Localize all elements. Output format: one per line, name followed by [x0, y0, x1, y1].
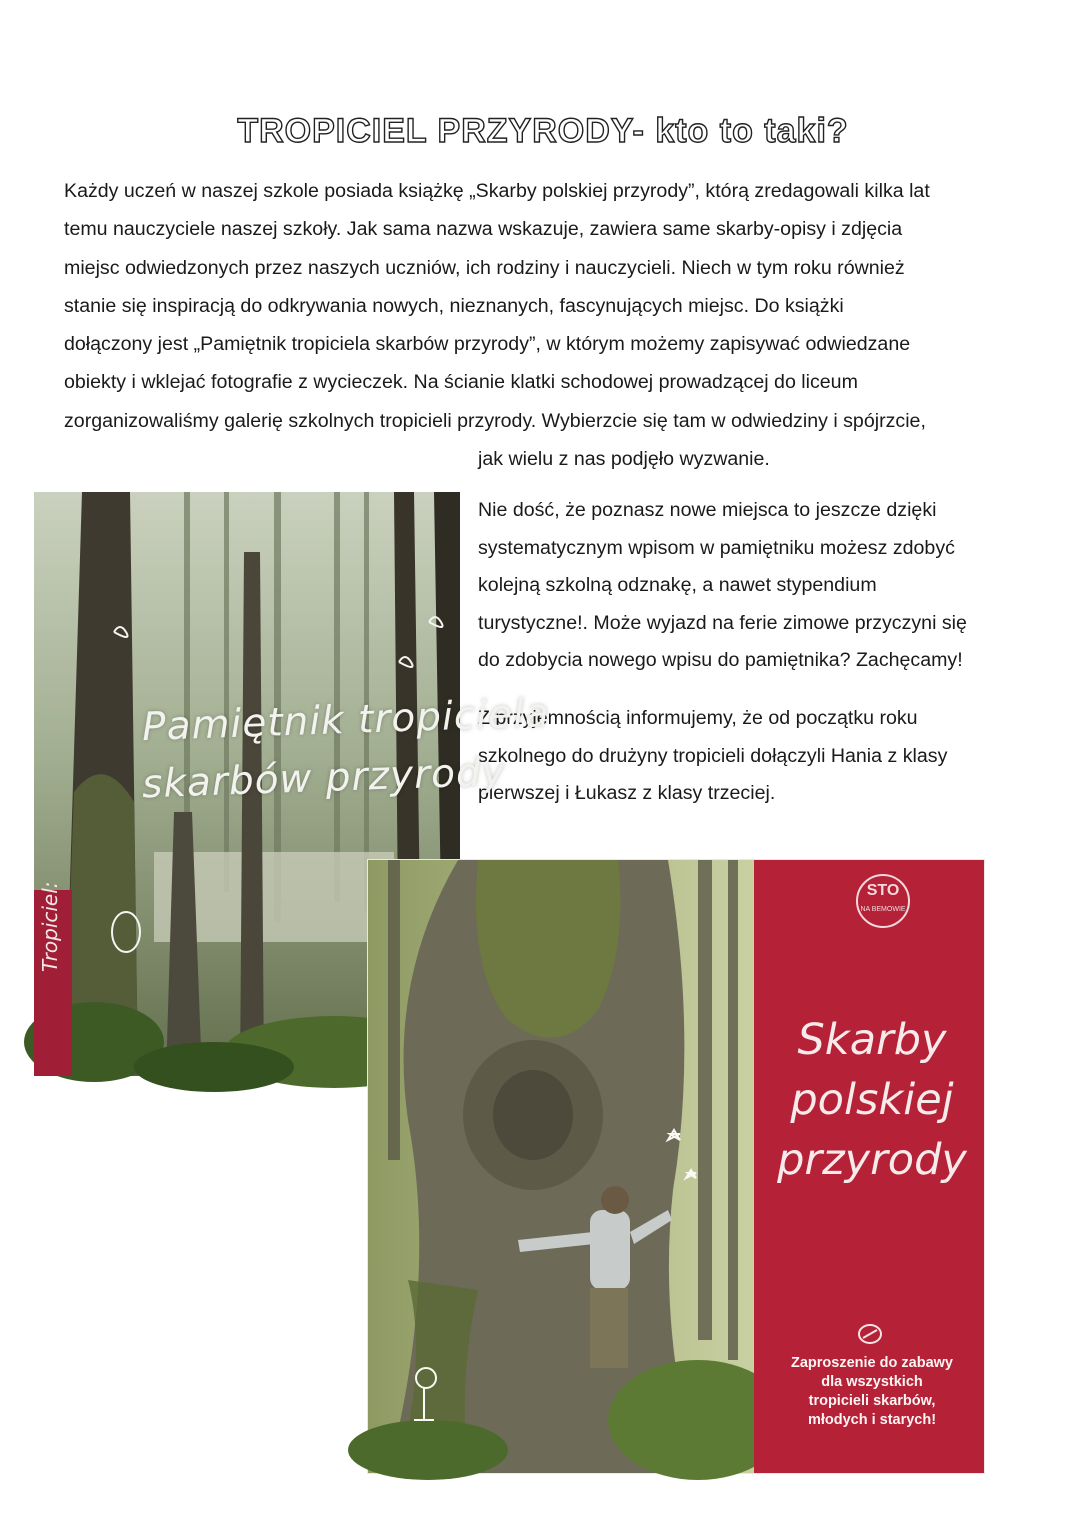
compass-icon — [856, 1322, 884, 1346]
diary-title-line: skarbów przyrody — [141, 749, 507, 808]
intro-line: miejsc odwiedzonych przez naszych uczniów, ich rodziny i nauczycieli. Niech w tym roku również — [64, 256, 905, 279]
invite-line: Zaproszenie do zabawy — [791, 1355, 953, 1371]
badge-line: kolejną szkolną odznakę, a nawet stypendium — [478, 574, 877, 597]
intro-line: stanie się inspiracją do odkrywania nowych, nieznanych, fascynujących miejsc. Do książki — [64, 294, 844, 317]
badge-line: Nie dość, że poznasz nowe miejsca to jeszcze dzięki — [478, 499, 937, 521]
invite-line: dla wszystkich — [821, 1374, 923, 1390]
intro-line: temu nauczyciele naszej szkoły. Jak sama nazwa wskazuje, zawiera same skarby-opisy i zdjęcia — [64, 218, 903, 241]
page-title: TROPICIEL PRZYRODY- kto to taki? — [237, 112, 849, 150]
diary-title-line: Pamiętnik tropiciela — [141, 690, 551, 751]
members-line: szkolnego do drużyny tropicieli dołączyli Hania z klasy — [478, 744, 948, 767]
members-line: Z przyjemnością informujemy, że od początku roku — [478, 707, 918, 729]
badge-paragraph — [478, 492, 1038, 680]
invite-line: młodych i starych! — [807, 1412, 937, 1428]
book-title-line: przyrody — [777, 1135, 967, 1185]
book-title — [760, 1010, 984, 1190]
book-title-line: Skarby — [797, 1015, 947, 1065]
new-members-paragraph — [478, 700, 1038, 813]
badge-line: turystyczne!. Może wyjazd na ferie zimowe przyczyni się — [478, 611, 967, 634]
badge-sub-text: NA BEMOWIE — [860, 906, 906, 913]
school-logo-badge — [856, 874, 910, 928]
intro-line: jak wielu z nas podjęło wyzwanie. — [478, 448, 770, 471]
intro-line: dołączony jest „Pamiętnik tropiciela skarbów przyrody”, w którym możemy zapisywać odwiedzane — [64, 333, 911, 356]
diary-spine-label: Tropiciel: — [38, 881, 62, 972]
badge-line: do zdobycia nowego wpisu do pamiętnika? Zachęcamy! — [478, 649, 963, 672]
badge-line: systematycznym wpisom w pamiętniku możesz zdobyć — [478, 536, 955, 559]
book-title-line: polskiej — [790, 1075, 954, 1125]
intro-line: zorganizowaliśmy galerię szkolnych tropicieli przyrody. Wybierzcie się tam w odwiedziny i spójrzcie, — [64, 409, 926, 432]
badge-main-text: STO — [866, 882, 900, 899]
intro-paragraph — [64, 172, 1044, 478]
book-cover-photo — [368, 860, 984, 1473]
intro-line: obiekty i wklejać fotografie z wycieczek. Na ścianie klatki schodowej prowadzącej do liceum — [64, 371, 858, 394]
members-line: pierwszej i Łukasz z klasy trzeciej. — [478, 782, 776, 805]
invite-line: tropicieli skarbów, — [808, 1393, 936, 1409]
intro-line: Każdy uczeń w naszej szkole posiada książkę „Skarby polskiej przyrody”, którą zredagowali kilka lat — [64, 180, 930, 202]
tree-hug-illustration — [368, 860, 754, 1473]
book-invitation — [760, 1354, 984, 1430]
